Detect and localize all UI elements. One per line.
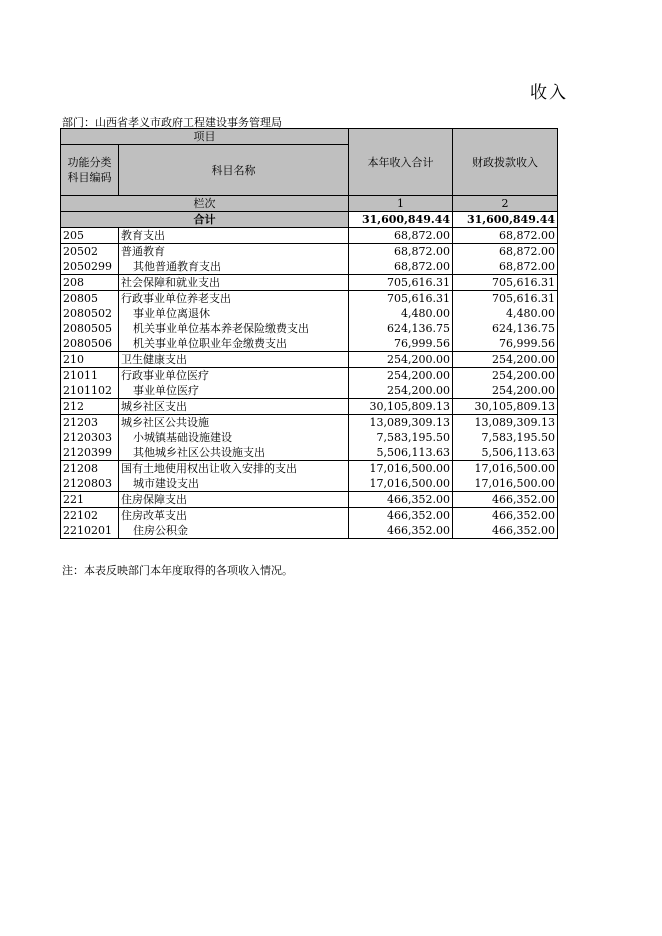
- row-fiscal: 466,352.00: [453, 492, 558, 508]
- row-code: 2120803: [61, 476, 119, 492]
- table-row: [61, 228, 558, 244]
- table-row: [61, 430, 558, 445]
- row-code: 20805: [61, 291, 119, 307]
- row-code: 21208: [61, 461, 119, 477]
- table-row: [61, 336, 558, 352]
- row-name: 城乡社区公共设施: [119, 415, 349, 431]
- row-fiscal: 705,616.31: [453, 291, 558, 307]
- row-code: 20502: [61, 244, 119, 260]
- column-index-1: 1: [349, 196, 453, 212]
- row-total: 254,200.00: [349, 368, 453, 384]
- row-fiscal: 68,872.00: [453, 228, 558, 244]
- header-code: 功能分类 科目编码: [61, 145, 119, 196]
- row-code: 2050299: [61, 259, 119, 275]
- row-fiscal: 624,136.75: [453, 321, 558, 336]
- row-fiscal: 17,016,500.00: [453, 461, 558, 477]
- row-name: 其他城乡社区公共设施支出: [119, 445, 349, 461]
- row-fiscal: 254,200.00: [453, 383, 558, 399]
- row-fiscal: 76,999.56: [453, 336, 558, 352]
- row-fiscal: 13,089,309.13: [453, 415, 558, 431]
- table-row: [61, 275, 558, 291]
- department-label: 部门：山西省孝义市政府工程建设事务管理局: [62, 116, 282, 129]
- row-fiscal: 5,506,113.63: [453, 445, 558, 461]
- row-total: 254,200.00: [349, 352, 453, 368]
- row-code: 2080505: [61, 321, 119, 336]
- row-total: 17,016,500.00: [349, 461, 453, 477]
- row-total: 254,200.00: [349, 383, 453, 399]
- row-name: 机关事业单位基本养老保险缴费支出: [119, 321, 349, 336]
- row-code: 212: [61, 399, 119, 415]
- row-name: 城市建设支出: [119, 476, 349, 492]
- row-name: 社会保障和就业支出: [119, 275, 349, 291]
- row-total: 30,105,809.13: [349, 399, 453, 415]
- table-row: [61, 523, 558, 539]
- row-name: 城乡社区支出: [119, 399, 349, 415]
- header-total: 本年收入合计: [349, 129, 453, 196]
- sum-fiscal: 31,600,849.44: [453, 212, 558, 228]
- table-row: [61, 461, 558, 477]
- table-row: [61, 476, 558, 492]
- row-fiscal: 466,352.00: [453, 523, 558, 539]
- row-code: 2120399: [61, 445, 119, 461]
- row-code: 205: [61, 228, 119, 244]
- row-code: 2080502: [61, 306, 119, 321]
- row-code: 221: [61, 492, 119, 508]
- page-title: 收入: [530, 83, 568, 103]
- row-total: 76,999.56: [349, 336, 453, 352]
- row-name: 其他普通教育支出: [119, 259, 349, 275]
- table-row: [61, 321, 558, 336]
- table-row: [61, 445, 558, 461]
- row-fiscal: 4,480.00: [453, 306, 558, 321]
- row-name: 行政事业单位养老支出: [119, 291, 349, 307]
- row-total: 705,616.31: [349, 275, 453, 291]
- row-name: 住房保障支出: [119, 492, 349, 508]
- table-row: [61, 259, 558, 275]
- income-table: [60, 128, 558, 539]
- row-name: 国有土地使用权出让收入安排的支出: [119, 461, 349, 477]
- row-name: 事业单位离退休: [119, 306, 349, 321]
- row-total: 7,583,195.50: [349, 430, 453, 445]
- row-fiscal: 254,200.00: [453, 368, 558, 384]
- table-row: [61, 306, 558, 321]
- row-total: 5,506,113.63: [349, 445, 453, 461]
- header-name: 科目名称: [119, 145, 349, 196]
- sum-label: 合计: [61, 212, 349, 228]
- header-item: 项目: [61, 129, 349, 145]
- table-row: [61, 383, 558, 399]
- row-total: 624,136.75: [349, 321, 453, 336]
- row-total: 68,872.00: [349, 228, 453, 244]
- table-row: [61, 492, 558, 508]
- row-total: 466,352.00: [349, 523, 453, 539]
- row-name: 住房改革支出: [119, 508, 349, 524]
- column-index-2: 2: [453, 196, 558, 212]
- row-code: 2120303: [61, 430, 119, 445]
- row-name: 事业单位医疗: [119, 383, 349, 399]
- table-row: [61, 368, 558, 384]
- row-total: 466,352.00: [349, 508, 453, 524]
- row-total: 17,016,500.00: [349, 476, 453, 492]
- row-name: 卫生健康支出: [119, 352, 349, 368]
- table-row: [61, 244, 558, 260]
- table-row: [61, 352, 558, 368]
- row-name: 教育支出: [119, 228, 349, 244]
- table-row: [61, 399, 558, 415]
- row-fiscal: 17,016,500.00: [453, 476, 558, 492]
- row-fiscal: 68,872.00: [453, 259, 558, 275]
- row-name: 行政事业单位医疗: [119, 368, 349, 384]
- row-code: 2210201: [61, 523, 119, 539]
- row-total: 4,480.00: [349, 306, 453, 321]
- row-total: 705,616.31: [349, 291, 453, 307]
- table-row: [61, 508, 558, 524]
- row-code: 21203: [61, 415, 119, 431]
- row-code: 210: [61, 352, 119, 368]
- row-name: 住房公积金: [119, 523, 349, 539]
- row-code: 2101102: [61, 383, 119, 399]
- row-code: 208: [61, 275, 119, 291]
- column-index-label: 栏次: [61, 196, 349, 212]
- table-row: [61, 291, 558, 307]
- row-code: 22102: [61, 508, 119, 524]
- row-total: 68,872.00: [349, 244, 453, 260]
- footnote: 注：本表反映部门本年度取得的各项收入情况。: [62, 564, 293, 577]
- row-name: 普通教育: [119, 244, 349, 260]
- row-fiscal: 254,200.00: [453, 352, 558, 368]
- row-fiscal: 705,616.31: [453, 275, 558, 291]
- header-fiscal: 财政拨款收入: [453, 129, 558, 196]
- row-total: 13,089,309.13: [349, 415, 453, 431]
- row-fiscal: 30,105,809.13: [453, 399, 558, 415]
- row-total: 68,872.00: [349, 259, 453, 275]
- row-code: 21011: [61, 368, 119, 384]
- row-name: 小城镇基础设施建设: [119, 430, 349, 445]
- table-row: [61, 415, 558, 431]
- row-fiscal: 7,583,195.50: [453, 430, 558, 445]
- row-code: 2080506: [61, 336, 119, 352]
- row-total: 466,352.00: [349, 492, 453, 508]
- row-name: 机关事业单位职业年金缴费支出: [119, 336, 349, 352]
- row-fiscal: 68,872.00: [453, 244, 558, 260]
- sum-total: 31,600,849.44: [349, 212, 453, 228]
- row-fiscal: 466,352.00: [453, 508, 558, 524]
